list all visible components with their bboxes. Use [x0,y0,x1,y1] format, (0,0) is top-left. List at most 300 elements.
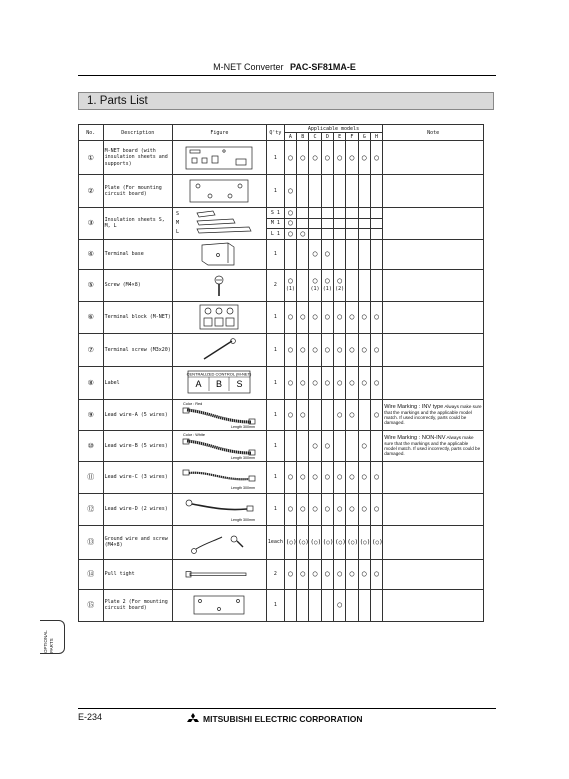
row-description: Insulation sheets S, M, L [103,208,172,240]
model-mark [346,399,358,430]
mnet-board-figure [180,145,258,171]
model-mark [358,141,370,175]
row-figure [172,525,266,559]
wire-length-text: Length 300mm [231,518,256,523]
row-figure [172,175,266,208]
mark-value: ○ [374,312,379,322]
col-qty: Q'ty [266,125,284,141]
mark-value: (○) [371,538,383,546]
model-mark [297,525,309,559]
wire-length-text: Length 300mm [231,424,256,429]
footer-rule [78,708,496,709]
mark-value: ○ [337,569,343,579]
model-mark [358,589,370,621]
model-mark [333,525,345,559]
mark-value: ○ [349,152,355,162]
mark-value: ○ [337,377,343,387]
model-col-c: C [309,133,321,141]
model-col-g: G [358,133,370,141]
model-mark [333,366,345,399]
row-figure [172,589,266,621]
row-qty: 1 [266,141,284,175]
model-mark [346,559,358,589]
model-mark [370,229,382,240]
model-mark [309,218,321,229]
model-mark [309,229,321,240]
table-row [79,589,484,621]
model-mark [297,366,309,399]
model-mark [346,229,358,240]
model-mark [370,589,382,621]
model-mark [321,525,333,559]
model-mark [346,461,358,493]
model-mark [333,141,345,175]
model-mark [297,493,309,525]
lead-wire-figure [179,431,259,461]
model-mark [333,208,345,219]
mark-value: ○ [288,344,293,354]
model-mark [346,301,358,333]
note-title: Wire Marking : NON-INV [384,435,446,442]
note-title: Wire Marking : INV type [384,404,444,411]
row-note [383,141,484,175]
model-mark [321,589,333,621]
mark-value: ○ [337,312,343,322]
model-mark [321,559,333,589]
col-note: Note [383,125,484,141]
model-col-f: F [346,133,358,141]
mark-quantity: (1) [285,286,295,293]
row-figure [172,301,266,333]
model-mark: ○ [284,229,296,240]
model-mark [284,141,296,175]
model-mark [297,559,309,589]
mark-value: (○) [347,538,359,546]
model-mark [297,175,309,208]
table-row [79,430,484,461]
sheet-size: L [270,231,274,238]
row-note [383,430,484,461]
mark-value: ○ [324,249,330,259]
model-mark [321,430,333,461]
mark-value: ○ [349,504,355,514]
sheet-size: M [270,220,274,227]
table-row [79,301,484,333]
mark-value: ○ [361,377,367,387]
mitsubishi-logo-icon [186,713,200,725]
model-mark [346,239,358,269]
model-mark [346,218,358,229]
table-row [79,559,484,589]
model-mark [309,366,321,399]
row-note [383,399,484,430]
row-qty [266,208,284,219]
label-header-text: CENTRALIZED CONTROL (M-NET) [187,371,252,377]
row-qty: 1 [266,333,284,366]
model-mark [309,493,321,525]
row-description: Terminal block (M-NET) [103,301,172,333]
mark-value: ○ [337,504,343,514]
model-mark [284,525,296,559]
mark-value: ○ [300,569,306,579]
model-mark [370,218,382,229]
row-description: Lead wire-C (3 wires) [103,461,172,493]
model-mark [321,239,333,269]
mark-value: ○ [349,472,355,482]
model-mark [370,141,382,175]
lead-wire-figure [179,400,259,430]
model-mark [358,559,370,589]
model-mark [309,461,321,493]
model-mark [284,239,296,269]
mark-value: (○) [359,538,371,546]
mark-value: ○ [349,409,355,419]
mark-value: ○ [374,152,379,162]
mark-value: ○ [324,312,330,322]
model-mark [284,559,296,589]
table-row [79,333,484,366]
row-number: ② [79,175,104,208]
model-mark [333,333,345,366]
row-number: ⑧ [79,366,104,399]
model-mark [346,333,358,366]
model-mark [358,175,370,208]
model-mark [333,493,345,525]
row-number: ⑭ [79,559,104,589]
terminal-screw-figure [180,337,258,363]
model-mark [284,333,296,366]
row-figure [172,333,266,366]
mark-value: ○ [288,569,293,579]
model-mark [333,269,345,301]
table-row [79,525,484,559]
model-mark [358,493,370,525]
table-row [79,493,484,525]
mark-value: ○ [288,152,293,162]
mark-value: ○ [374,409,379,419]
model-mark [346,175,358,208]
model-mark [284,175,296,208]
model-mark [370,208,382,219]
sheet-size-label: M [175,219,179,226]
label-letter-b: B [216,378,223,389]
model-mark [370,175,382,208]
model-mark [309,333,321,366]
mark-value: ○ [374,344,379,354]
row-figure [172,461,266,493]
col-figure: Figure [172,125,266,141]
plate-2-figure [180,592,258,618]
model-mark [346,269,358,301]
model-mark [358,208,370,219]
model-mark [358,366,370,399]
mark-value: ○ [288,377,293,387]
table-row [79,461,484,493]
mark-value: (○) [285,538,297,546]
row-qty: 1 [266,366,284,399]
mark-value: ○ [337,409,343,419]
row-qty: 1 [266,493,284,525]
mark-value: (○) [298,538,309,546]
mark-value: ○ [312,440,318,450]
model-mark [333,589,345,621]
model-mark [321,175,333,208]
model-mark [333,399,345,430]
row-note [383,589,484,621]
model-mark [297,208,309,219]
mark-quantity: (2) [335,286,345,293]
mark-value: ○ [288,276,293,286]
model-mark [297,399,309,430]
mark-value: ○ [312,472,318,482]
model-mark [346,141,358,175]
row-description: Lead wire-A (5 wires) [103,399,172,430]
row-figure [172,141,266,175]
model-mark [346,208,358,219]
lead-wire-c-figure [179,463,259,491]
model-mark [321,218,333,229]
wire-color-text: Color : Red [183,401,203,406]
model-mark [309,399,321,430]
model-mark [370,366,382,399]
model-mark [358,333,370,366]
model-mark [333,175,345,208]
row-description: Terminal screw (M3x20) [103,333,172,366]
row-note [383,366,484,399]
label-letter-s: S [236,378,243,389]
row-number: ④ [79,239,104,269]
mark-value: ○ [324,377,330,387]
page-header [0,62,569,72]
model-mark [370,430,382,461]
mark-value: ○ [312,312,318,322]
mark-value: ○ [300,152,306,162]
mark-value: ○ [300,312,306,322]
row-note [383,269,484,301]
row-number: ⑫ [79,493,104,525]
model-mark [309,175,321,208]
mark-value: ○ [361,440,367,450]
note-text: Always make sure that the markings and the applicable model match. If used incorrectly, parts could be damaged. [384,435,481,457]
mark-value: ○ [300,377,306,387]
mark-value: ○ [312,249,318,259]
row-number: ① [79,141,104,175]
mark-value: ○ [300,472,306,482]
mark-value: ○ [300,504,306,514]
row-note [383,525,484,559]
mark-value: ○ [312,377,318,387]
table-row [79,366,484,399]
company-name: MITSUBISHI ELECTRIC CORPORATION [203,714,363,724]
model-mark [370,399,382,430]
table-row [79,399,484,430]
terminal-block-figure [180,303,258,331]
model-mark [370,269,382,301]
model-mark [370,493,382,525]
col-description: Description [103,125,172,141]
model-mark [358,269,370,301]
mark-value: ○ [288,504,293,514]
model-mark [333,301,345,333]
row-qty: 2 [266,269,284,301]
model-mark [370,525,382,559]
col-applicable-models: Applicable models [284,125,382,133]
model-mark [297,461,309,493]
mark-value: (○) [334,538,346,546]
row-description: Screw (M4×8) [103,269,172,301]
model-mark [297,333,309,366]
parts-table [78,124,484,622]
row-qty: 1 [266,175,284,208]
model-mark [370,239,382,269]
row-number: ⑩ [79,430,104,461]
sheet-qty: 1 [276,220,280,227]
model-mark [358,430,370,461]
model-number: PAC-SF81MA-E [290,62,356,72]
section-title: 1. Parts List [78,92,494,110]
model-mark [346,366,358,399]
sheet-size-label: S [175,210,179,217]
screw-figure [180,272,258,298]
row-description: Terminal base [103,239,172,269]
mark-value: ○ [324,344,330,354]
row-description: Plate (For mounting circuit board) [103,175,172,208]
model-mark: ○ [284,208,296,219]
mark-value: ○ [312,152,318,162]
model-mark [309,430,321,461]
mark-value: ○ [312,569,318,579]
model-mark [358,399,370,430]
mark-value: ○ [361,472,367,482]
mark-value: ○ [337,600,343,610]
mark-value: ○ [300,409,306,419]
row-description: Lead wire-B (5 wires) [103,430,172,461]
header-rule [78,75,496,76]
wire-length-text: Length 300mm [231,486,256,491]
model-mark [321,269,333,301]
model-mark [333,461,345,493]
mark-quantity: (1) [310,286,320,293]
row-qty: 1 [266,589,284,621]
row-qty [266,229,284,240]
pull-tight-figure [180,564,258,584]
row-number: ⑤ [79,269,104,301]
mark-value: ○ [337,472,343,482]
row-figure [172,366,266,399]
mark-value: ○ [361,504,367,514]
model-mark [297,218,309,229]
model-mark: ○ [284,218,296,229]
row-figure [172,430,266,461]
mark-value: ○ [349,312,355,322]
model-mark [370,333,382,366]
model-mark [346,493,358,525]
row-qty: 1each [266,525,284,559]
page-number: E-234 [78,712,103,722]
mark-value: ○ [337,276,343,286]
row-description: Ground wire and screw (M4×8) [103,525,172,559]
model-mark [358,461,370,493]
mark-value: ○ [337,344,343,354]
mark-value: ○ [324,504,330,514]
model-mark [358,218,370,229]
row-qty: 1 [266,239,284,269]
model-mark [309,269,321,301]
table-row [79,208,484,219]
model-mark [333,229,345,240]
row-note [383,175,484,208]
model-mark [309,589,321,621]
model-mark [321,366,333,399]
row-figure [172,208,266,240]
row-number: ⑬ [79,525,104,559]
mark-value: ○ [288,409,293,419]
mark-value: ○ [361,344,367,354]
model-mark [321,141,333,175]
model-mark [370,301,382,333]
model-mark [346,430,358,461]
mark-value: ○ [374,569,379,579]
model-mark [321,333,333,366]
model-mark [284,461,296,493]
model-mark [284,366,296,399]
model-mark [309,208,321,219]
sheet-qty: 1 [276,231,280,238]
model-mark [358,229,370,240]
table-row [79,269,484,301]
mark-value: ○ [288,472,293,482]
mark-value: ○ [312,276,318,286]
model-mark [297,239,309,269]
model-mark [284,399,296,430]
row-qty: 1 [266,301,284,333]
model-mark [284,493,296,525]
mark-value: ○ [361,312,367,322]
mark-value: (○) [310,538,322,546]
model-mark [333,559,345,589]
side-tab [40,620,65,654]
model-mark [370,559,382,589]
row-figure [172,269,266,301]
mark-value: (○) [322,538,334,546]
row-qty: 1 [266,430,284,461]
model-mark [297,301,309,333]
row-note [383,301,484,333]
row-note [383,461,484,493]
mark-value: ○ [374,472,379,482]
row-number: ⑥ [79,301,104,333]
model-mark [309,525,321,559]
model-col-h: H [370,133,382,141]
mark-value: ○ [374,504,379,514]
model-mark [297,589,309,621]
row-qty: 1 [266,399,284,430]
side-tab-label: OPTIONAL PARTS [43,630,54,653]
mark-value: ○ [349,377,355,387]
model-mark [297,430,309,461]
model-mark [309,301,321,333]
model-mark [309,239,321,269]
product-name: M-NET Converter [213,62,284,72]
row-description: Label [103,366,172,399]
row-qty: 1 [266,461,284,493]
model-mark [346,525,358,559]
mark-value: ○ [324,569,330,579]
row-qty [266,218,284,229]
row-note [383,493,484,525]
mark-value: ○ [361,152,367,162]
mark-value: ○ [288,186,293,195]
